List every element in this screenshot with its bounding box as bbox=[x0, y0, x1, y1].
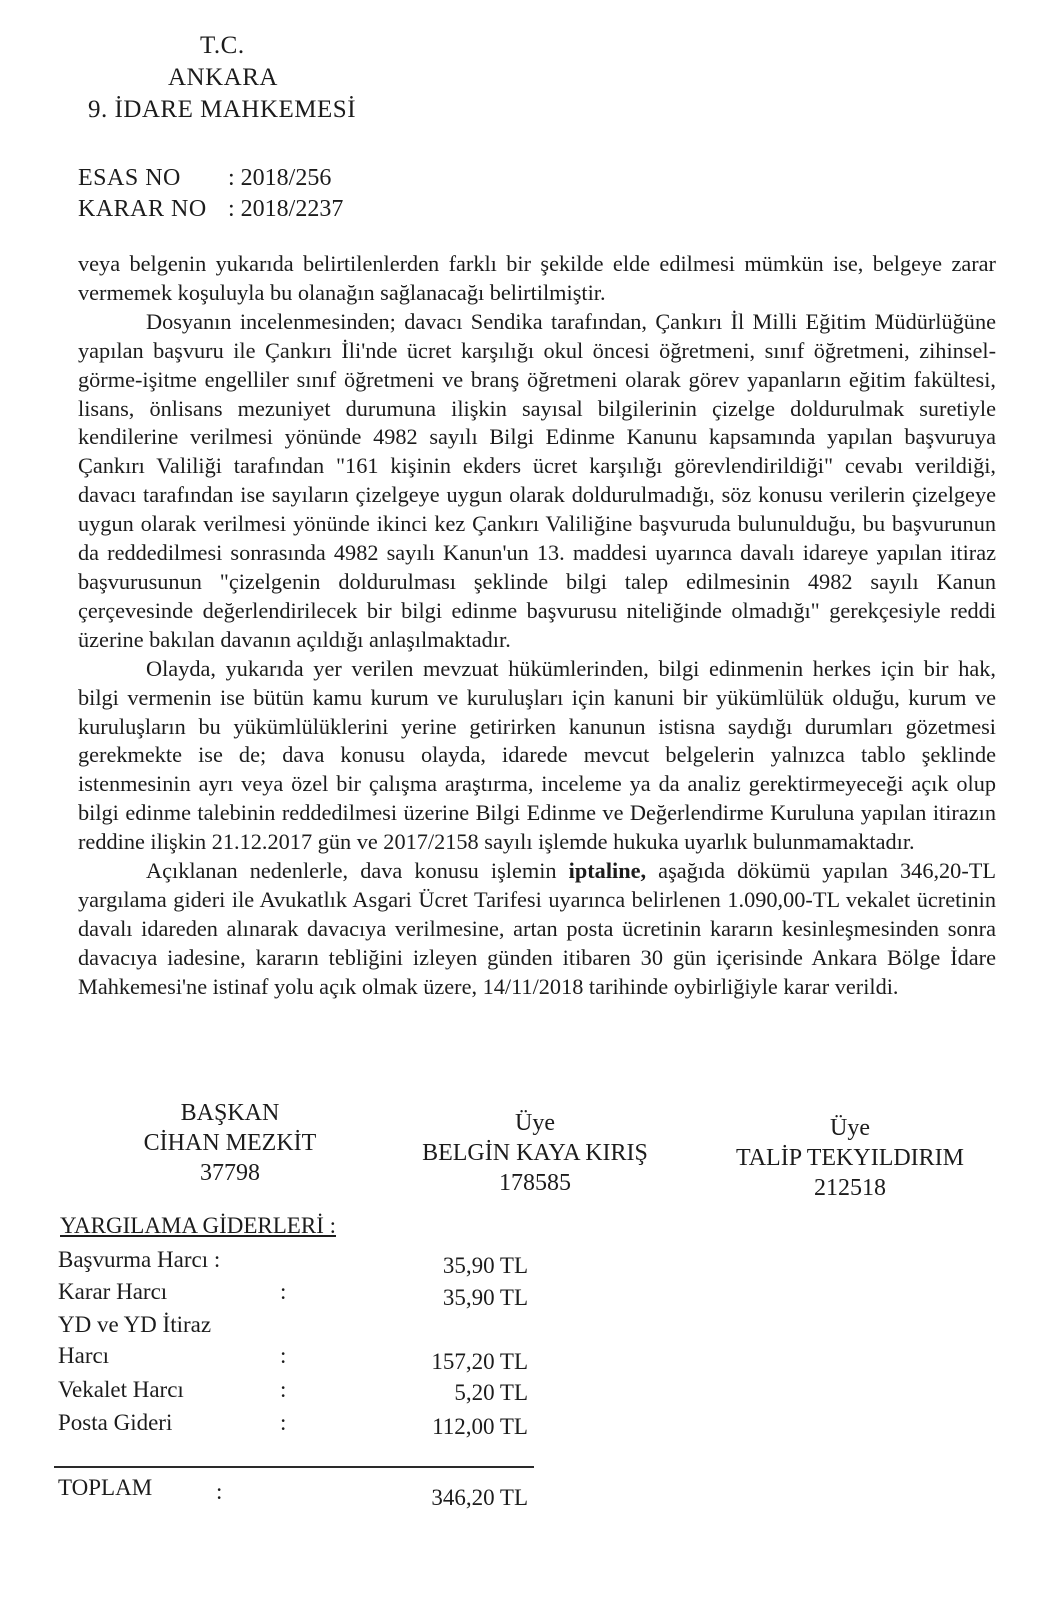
paragraph-case-summary: Dosyanın incelenmesinden; davacı Sendika tarafından, Çankırı İl Milli Eğitim Müdürlüğüne yapılan başvuru ile Çankırı İli'nde ücret karşılığı okul öncesi öğretmeni, sınıf öğretmeni, zihinsel-görme-işitme engelliler sınıf öğretmeni ve branş öğretmeni olarak görev yapanların eğitim fakültesi, lisans, önlisans mezuniyet durumuna ilişkin sayısal bilgilerinin çizelge doldurulmak suretiyle kendilerine verilmesi yönünde 4982 sayılı Bilgi Edinme Kanunu kapsamında yapılan başvuruya Çankırı Valiliği tarafından "161 kişinin ekders ücret karşılığı görevlendirildiği" cevabı verildiği, davacı tarafından ise sayıların çizelgeye uygun olarak doldurulmadığı, söz konusu verilerin çizelgeye uygun olarak verilmesi yönünde ikinci kez Çankırı Valiliğine başvuruda bulunulduğu, bu başvurunun da reddedilmesi sonrasında 4982 sayılı Kanun'un 13. maddesi uyarınca davalı idareye yapılan itiraz başvurusunun "çizelgenin doldurulması şeklinde bilgi talep edilmesinin 4982 sayılı Kanun çerçevesinde değerlendirilecek bir bilgi edinme başvurusu niteliğinde olmadığı" gerekçesiyle reddi üzerine bakılan davanın açıldığı anlaşılmaktadır. bbox=[78, 308, 996, 652]
cost-colon: : bbox=[280, 1377, 287, 1402]
esas-row bbox=[78, 165, 331, 192]
cost-label: Karar Harcı bbox=[58, 1279, 168, 1304]
cost-row bbox=[58, 1247, 528, 1279]
decision-body bbox=[78, 250, 996, 1002]
karar-label: KARAR NO bbox=[78, 196, 207, 222]
signature-name: TALİP TEKYILDIRIM bbox=[735, 1145, 965, 1171]
signature-member-1 bbox=[390, 1108, 680, 1198]
total-label: TOPLAM bbox=[58, 1475, 153, 1500]
costs-title: YARGILAMA GİDERLERİ : bbox=[60, 1213, 336, 1238]
karar-value: : 2018/2237 bbox=[228, 196, 344, 222]
cost-row bbox=[58, 1312, 528, 1344]
signature-member-2 bbox=[705, 1113, 995, 1203]
signature-id: 37798 bbox=[200, 1160, 260, 1186]
signature-id: 212518 bbox=[814, 1175, 886, 1201]
karar-row bbox=[78, 196, 343, 223]
total-colon: : bbox=[216, 1479, 223, 1504]
cost-colon: : bbox=[280, 1343, 287, 1368]
cost-value: 157,20 TL bbox=[431, 1349, 528, 1374]
cost-value: 5,20 TL bbox=[454, 1380, 528, 1405]
cost-row bbox=[58, 1343, 528, 1375]
signature-id: 178585 bbox=[499, 1170, 571, 1196]
cost-value: 35,90 TL bbox=[442, 1253, 528, 1278]
cost-row bbox=[58, 1410, 528, 1442]
cost-colon: : bbox=[280, 1279, 287, 1304]
signature-role: BAŞKAN bbox=[180, 1100, 280, 1126]
cost-total-row bbox=[58, 1475, 528, 1515]
esas-value: : 2018/256 bbox=[228, 165, 332, 191]
cost-label: YD ve YD İtiraz bbox=[58, 1312, 212, 1337]
cost-label: Vekalet Harcı bbox=[58, 1377, 184, 1402]
signature-name: CİHAN MEZKİT bbox=[143, 1130, 317, 1156]
total-value: 346,20 TL bbox=[431, 1485, 528, 1510]
cost-label: Başvurma Harcı : bbox=[58, 1247, 221, 1272]
cost-value: 35,90 TL bbox=[442, 1285, 528, 1310]
verdict-text-before: Açıklanan nedenlerle, dava konusu işlemin bbox=[146, 858, 569, 884]
header-tc: T.C. bbox=[200, 32, 245, 59]
header-court: 9. İDARE MAHKEMESİ bbox=[88, 96, 357, 123]
verdict-emphasis: iptaline, bbox=[568, 858, 647, 884]
cost-row bbox=[58, 1377, 528, 1409]
header-city: ANKARA bbox=[168, 64, 278, 91]
signature-president bbox=[110, 1098, 350, 1188]
esas-label: ESAS NO bbox=[78, 165, 181, 191]
cost-label: Harcı bbox=[58, 1343, 110, 1368]
signature-role: Üye bbox=[830, 1115, 870, 1141]
signature-name: BELGİN KAYA KIRIŞ bbox=[422, 1140, 648, 1166]
cost-label: Posta Gideri bbox=[58, 1410, 173, 1435]
cost-colon: : bbox=[280, 1410, 287, 1435]
total-divider bbox=[54, 1466, 534, 1468]
paragraph-continued: veya belgenin yukarıda belirtilenlerden farklı bir şekilde elde edilmesi mümkün ise, belgeye zarar vermemek koşuluyla bu olanağın sağlanacağı belirtilmiştir. bbox=[78, 251, 996, 305]
signature-role: Üye bbox=[515, 1110, 555, 1136]
cost-value: 112,00 TL bbox=[432, 1414, 528, 1439]
cost-row bbox=[58, 1279, 528, 1311]
paragraph-verdict bbox=[78, 857, 996, 1002]
paragraph-reasoning: Olayda, yukarıda yer verilen mevzuat hükümlerinden, bilgi edinmenin herkes için bir hak, bilgi vermenin ise bütün kamu kurum ve kuruluşları için kanuni bir yükümlülük olduğu, kurum ve kuruluşların bu yükümlülüklerini yerine getirirken kanunun istisna saydığı durumları gözetmesi gerekmekte ise de; dava konusu olayda, idarede mevcut belgelerin yalnızca tablo şeklinde istenmesinin ayrı veya özel bir çalışma araştırma, inceleme ya da analiz gerektirmeyeceği açık olup bilgi edinme talebinin reddedilmesi üzerine Bilgi Edinme ve Değerlendirme Kuruluna yapılan itirazın reddine ilişkin 21.12.2017 gün ve 2017/2158 sayılı işlemde hukuka uyarlık bulunmamaktadır. bbox=[78, 655, 996, 855]
verdict-text-after: aşağıda dökümü yapılan 346,20-TL yargılama gideri ile Avukatlık Asgari Ücret Tarifesi uyarınca belirlenen 1.090,00-TL vekalet ücretinin davalı idareden alınarak davacıya verilmesine, artan posta ücretinin kararın kesinleşmesinden sonra davacıya iadesine, kararın tebliğini izleyen günden itibaren 30 gün içerisinde Ankara Bölge İdare Mahkemesi'ne istinaf yolu açık olmak üzere, 14/11/2018 tarihinde oybirliğiyle karar verildi. bbox=[78, 858, 996, 999]
